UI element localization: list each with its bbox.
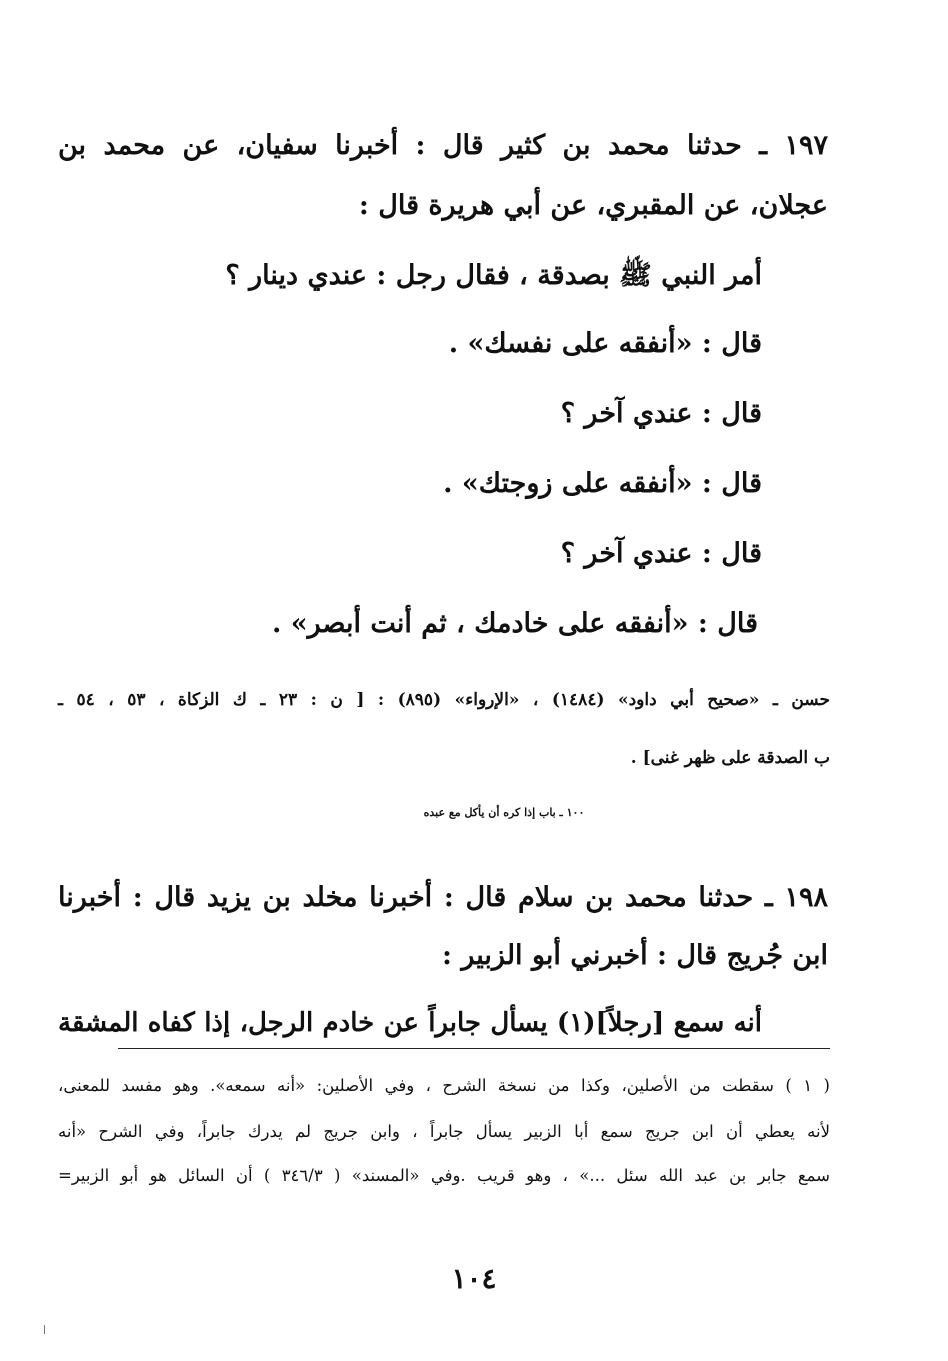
hadith-198-line-1: ١٩٨ ـ حدثنا محمد بن سلام قال : أخبرنا مخلد بن يزيد قال : أخبرنا [58, 882, 828, 913]
hadith-197-line-3: أمر النبي ﷺ بصدقة ، فقال رجل : عندي دينار ؟ [225, 260, 762, 291]
hadith-197-line-1: ١٩٧ ـ حدثنا محمد بن كثير قال : أخبرنا سفيان، عن محمد بن [58, 130, 828, 161]
hadith-198-line-3: أنه سمع [رجلاً](١) يسأل جابراً عن خادم الرجل، إذا كفاه المشقة [58, 1008, 762, 1038]
hadith-198-line-2: ابن جُريج قال : أخبرني أبو الزبير : [442, 940, 828, 971]
hadith-197-line-4: قال : «أنفقه على نفسك» . [448, 328, 762, 359]
chapter-heading [0, 806, 948, 819]
chapter-heading-text: ١٠٠ ـ باب إذا كره أن يأكل مع عبده [423, 806, 585, 819]
footnote-line-2: لأنه يعطي أن ابن جريج سمع أبا الزبير يسأل جابراً ، وابن جريج لم يدرك جابراً، وفي الشرح «أنه [58, 1122, 830, 1141]
hadith-197-line-5: قال : عندي آخر ؟ [560, 398, 762, 429]
hadith-197-line-6: قال : «أنفقه على زوجتك» . [443, 468, 762, 499]
footnote-line-3: سمع جابر بن عبد الله سئل ...» ، وهو قريب .وفي «المسند» ( ٣٤٦/٣ ) أن السائل هو أبو الزبير= [58, 1166, 830, 1185]
grading-line-1: حسن ـ «صحيح أبي داود» (١٤٨٤) ، «الإرواء» (٨٩٥) : [ ن : ٢٣ ـ ك الزكاة ، ٥٣ ، ٥٤ ـ [58, 690, 830, 710]
scan-mark [44, 1325, 45, 1334]
grading-line-2: ب الصدقة على ظهر غنى] . [630, 748, 830, 768]
hadith-197-line-7: قال : عندي آخر ؟ [560, 538, 762, 569]
footnote-separator [118, 1048, 830, 1049]
hadith-197-line-8: قال : «أنفقه على خادمك ، ثم أنت أبصر» . [271, 608, 758, 639]
footnote-line-1: ( ١ ) سقطت من الأصلين، وكذا من نسخة الشرح ، وفي الأصلين: «أنه سمعه». وهو مفسد للمعنى، [58, 1076, 830, 1095]
page-number: ١٠٤ [451, 1262, 497, 1295]
hadith-197-line-2: عجلان، عن المقبري، عن أبي هريرة قال : [358, 190, 828, 221]
